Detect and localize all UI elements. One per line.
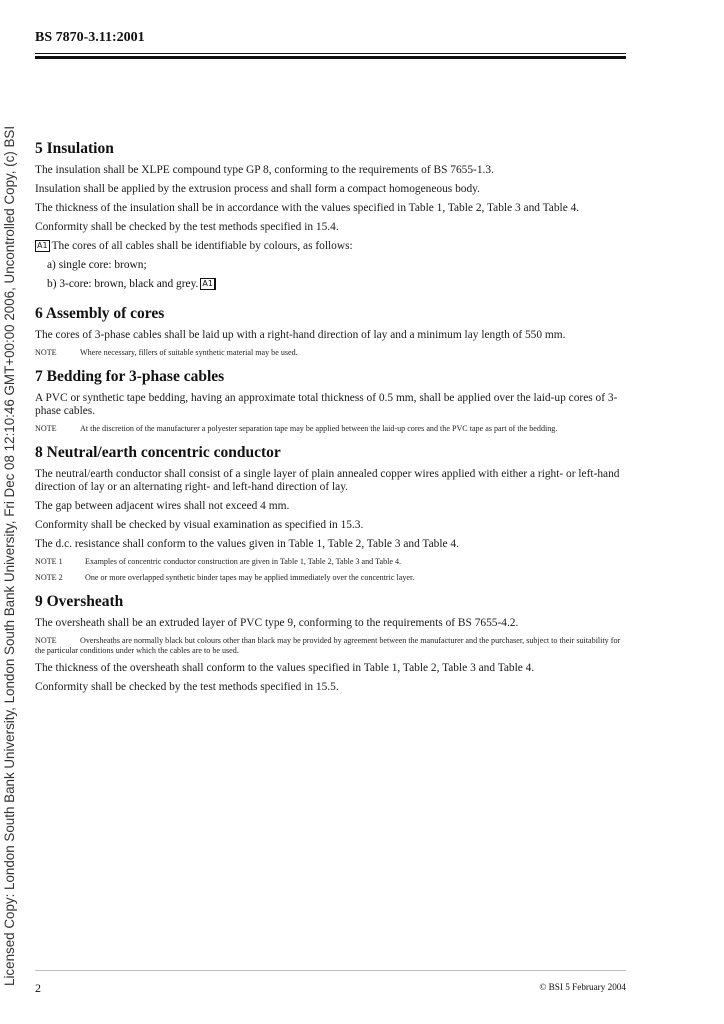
note-label: NOTE: [35, 636, 57, 645]
section-heading: 8 Neutral/earth concentric conductor: [35, 444, 281, 461]
note-text: Examples of concentric conductor construction are given in Table 1, Table 2, Table 3 and Table 4.: [85, 557, 402, 566]
note-text: One or more overlapped synthetic binder tapes may be applied immediately over the concentric layer.: [85, 573, 415, 582]
paragraph: Conformity shall be checked by visual examination as specified in 15.3.: [35, 519, 364, 531]
document-id: BS 7870-3.11:2001: [35, 30, 145, 45]
section-concentric-conductor: [35, 444, 626, 583]
list-item: a) single core: brown;: [47, 259, 147, 271]
paragraph: The d.c. resistance shall conform to the values given in Table 1, Table 2, Table 3 and Table 4.: [35, 538, 459, 550]
note-label: NOTE: [35, 424, 57, 433]
paragraph: The insulation shall be XLPE compound type GP 8, conforming to the requirements of BS 7655-1.3.: [35, 164, 494, 176]
note: [35, 348, 626, 358]
note-label: NOTE: [35, 348, 57, 357]
section-heading: 9 Oversheath: [35, 593, 124, 610]
paragraph: [35, 221, 626, 234]
section-assembly-of-cores: [35, 305, 626, 358]
paragraph: The gap between adjacent wires shall not exceed 4 mm.: [35, 500, 290, 512]
amendment-end-marker: A1: [200, 278, 216, 290]
note-label: NOTE 1: [35, 557, 63, 566]
footer-rule: [35, 970, 626, 971]
colour-list: [47, 259, 626, 291]
header-rule-thin: [35, 53, 626, 54]
note: [35, 424, 626, 434]
paragraph: The oversheath shall be an extruded layer of PVC type 9, conforming to the requirements of BS 7655-4.2.: [35, 617, 519, 629]
copyright-notice: © BSI 5 February 2004: [539, 982, 626, 992]
list-item: [47, 278, 626, 291]
note: [35, 573, 626, 583]
note-text: Where necessary, fillers of suitable synthetic material may be used.: [80, 348, 298, 357]
note-label: NOTE 2: [35, 573, 63, 582]
section-insulation: [35, 140, 626, 291]
paragraph: The thickness of the oversheath shall conform to the values specified in Table 1, Table 2, Table 3 and Table 4.: [35, 662, 535, 674]
paragraph: Conformity shall be checked by the test methods specified in 15.5.: [35, 681, 339, 693]
note-text: Oversheaths are normally black but colours other than black may be provided by agreement between the manufacturer and the purchaser, subject to their suitability for the particular conditions under which the cables are to be used.: [35, 636, 621, 655]
note: [35, 636, 626, 656]
side-watermark: Licensed Copy: London South Bank University, London South Bank University, Fri Dec 08 12:10:46 GMT+00:00 2006, Uncontrolled Copy, (c) BSI: [2, 125, 17, 986]
paragraph: The neutral/earth conductor shall consist of a single layer of plain annealed copper wires applied with either a right- or left-hand direction of lay or an alternating right- and left-hand direction of lay.: [35, 468, 620, 493]
paragraph: [35, 240, 626, 253]
section-oversheath: [35, 593, 626, 694]
list-item-text: b) 3-core: brown, black and grey.: [47, 278, 199, 290]
paragraph: Insulation shall be applied by the extrusion process and shall form a compact homogeneous body.: [35, 183, 480, 195]
section-bedding: [35, 368, 626, 434]
paragraph: The thickness of the insulation shall be in accordance with the values specified in Table 1, Table 2, Table 3 and Table 4.: [35, 202, 580, 214]
paragraph: The cores of 3-phase cables shall be laid up with a right-hand direction of lay and a minimum lay length of 550 mm.: [35, 329, 566, 341]
paragraph-text: The cores of all cables shall be identifiable by colours, as follows:: [51, 240, 353, 252]
paragraph: A PVC or synthetic tape bedding, having an approximate total thickness of 0.5 mm, shall be applied over the laid-up cores of 3-phase cables.: [35, 392, 618, 417]
note-text: At the discretion of the manufacturer a polyester separation tape may be applied between the laid-up cores and the PVC tape as part of the bedding.: [80, 424, 558, 433]
amendment-start-marker: A1: [37, 241, 48, 250]
page-number: 2: [35, 981, 41, 995]
section-heading: 5 Insulation: [35, 140, 114, 157]
note: [35, 557, 626, 567]
header-rule-thick: [35, 56, 626, 59]
section-heading: 6 Assembly of cores: [35, 305, 165, 322]
paragraph-text: Conformity shall be checked by the test methods specified in 15.4.: [35, 221, 339, 233]
section-heading: 7 Bedding for 3-phase cables: [35, 368, 225, 385]
document-body: [35, 140, 626, 700]
